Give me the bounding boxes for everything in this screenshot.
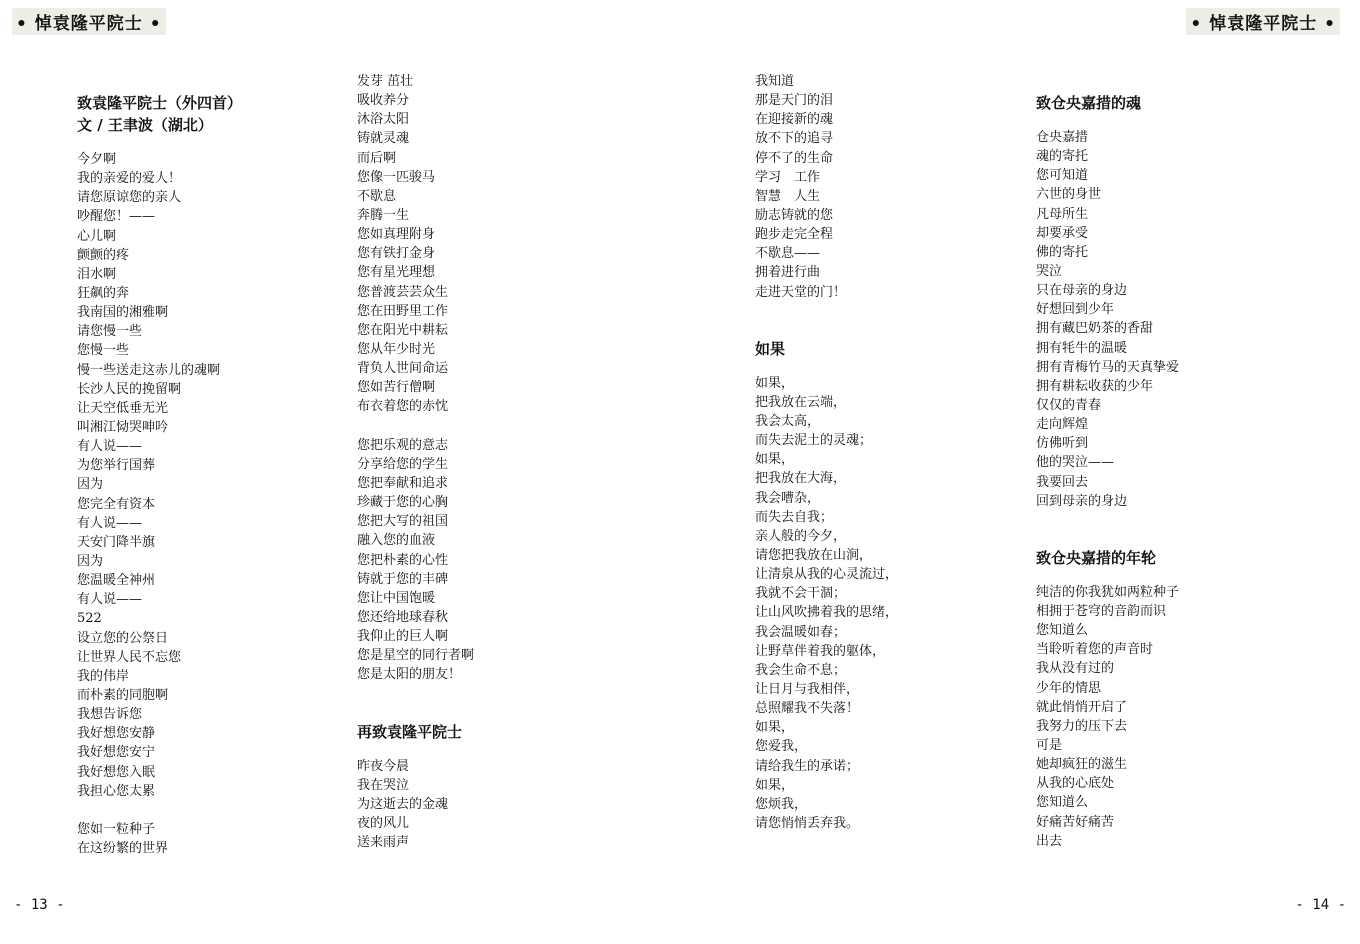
poem-title: 致袁隆平院士（外四首） — [77, 94, 243, 112]
poem-line: 我会生命不息； — [755, 662, 847, 678]
poem-line: 却要承受 — [1036, 225, 1089, 241]
stanza — [77, 820, 242, 858]
poem-line: 您爱我， — [755, 739, 808, 755]
poem-line: 您可知道 — [1036, 168, 1089, 184]
poem-line: 放不下的追寻 — [755, 131, 834, 147]
poem-line: 走进天堂的门！ — [755, 284, 847, 300]
poem-line: 慢一些送走这赤儿的魂啊 — [77, 362, 221, 378]
poem-line: 叫湘江恸哭呻吟 — [77, 419, 169, 435]
column-2 — [357, 72, 474, 852]
stanza — [77, 150, 242, 801]
poem-line: 您像一匹骏马 — [357, 169, 436, 185]
poem-line: 停不了的生命 — [755, 150, 834, 166]
poem-line: 让日月与我相伴， — [755, 681, 860, 697]
stanza — [1036, 128, 1179, 511]
poem-line: 不歇息 — [357, 188, 397, 204]
poem-line: 佛的寄托 — [1036, 244, 1089, 260]
poem-line: 您是太阳的朋友！ — [357, 667, 462, 683]
column-1 — [77, 92, 242, 858]
poem-line: 智慧 人生 — [755, 188, 821, 204]
poem-line: 发芽 茁壮 — [357, 74, 414, 89]
poem-line: 少年的情思 — [1036, 680, 1102, 696]
poem-line: 您完全有资本 — [77, 496, 156, 512]
poem-line: 为这逝去的金魂 — [357, 796, 449, 812]
poem-line: 您慢一些 — [77, 343, 130, 359]
poem-line: 出去 — [1036, 833, 1063, 849]
poem-line: 不歇息—— — [755, 246, 821, 262]
poem-line: 而朴素的同胞啊 — [77, 687, 169, 703]
poem-line: 好想回到少年 — [1036, 302, 1115, 318]
poem-line: 您从年少时光 — [357, 341, 436, 357]
poem-line: 拥有耕耘收获的少年 — [1036, 378, 1154, 394]
stanza — [357, 72, 474, 417]
poem-line: 您把朴素的心性 — [357, 552, 449, 568]
poem-line: 您烦我， — [755, 796, 808, 812]
poem-line: 走向辉煌 — [1036, 417, 1089, 433]
stanza — [755, 374, 898, 833]
poem-line: 吵醒您！—— — [77, 209, 156, 225]
poem-line: 我的伟岸 — [77, 668, 130, 684]
poem-line: 请您原谅您的亲人 — [77, 190, 182, 206]
poem-line: 凡母所生 — [1036, 206, 1089, 222]
poem-line: 让野草伴着我的躯体， — [755, 643, 886, 659]
poem-line: 如果， — [755, 720, 795, 736]
poem-line: 我好想您安静 — [77, 726, 156, 742]
poem-line: 而失去泥土的灵魂； — [755, 433, 873, 449]
poem-line: 您把大写的祖国 — [357, 514, 449, 530]
poem-line: 只在母亲的身边 — [1036, 283, 1128, 299]
poem-line: 铸就灵魂 — [357, 131, 410, 147]
poem-line: 在这纷繁的世界 — [77, 841, 169, 857]
poem-line: 您如真理附身 — [357, 227, 436, 243]
poem-line: 您有星光理想 — [357, 265, 436, 281]
poem-line: 回到母亲的身边 — [1036, 493, 1128, 509]
stanza — [1036, 583, 1179, 851]
poem-line: 励志铸就的您 — [755, 207, 834, 223]
poem-line: 我知道 — [755, 74, 795, 89]
poem-line: 让清泉从我的心灵流过， — [755, 567, 899, 583]
poem-line: 拥有藏巴奶茶的香甜 — [1036, 321, 1154, 337]
poem-line: 您让中国饱暖 — [357, 590, 436, 606]
poem-line: 我就不会干涸； — [755, 586, 847, 602]
poem-line: 您知道么 — [1036, 795, 1089, 811]
poem-line: 相拥于苍穹的音韵而识 — [1036, 603, 1167, 619]
poem-line: 522 — [77, 611, 102, 627]
poem-line: 哭泣 — [1036, 263, 1063, 279]
poem-line: 有人说—— — [77, 592, 143, 608]
poem-line: 总照耀我不失落！ — [755, 701, 860, 717]
poem-line: 您有铁打金身 — [357, 246, 436, 262]
poem-line: 有人说—— — [77, 515, 143, 531]
poem-title: 再致袁隆平院士 — [357, 722, 463, 741]
poem-line: 您如一粒种子 — [77, 821, 156, 837]
poem-line: 我的亲爱的爱人！ — [77, 171, 182, 187]
poem-line: 我南国的湘雅啊 — [77, 305, 169, 321]
poem-line: 好痛苦好痛苦 — [1036, 814, 1115, 830]
poem-line: 吸收养分 — [357, 93, 410, 109]
poem-line: 那是天门的泪 — [755, 93, 834, 109]
poem-line: 拥着进行曲 — [755, 265, 821, 281]
poem-line: 分享给您的学生 — [357, 456, 449, 472]
poem-line: 有人说—— — [77, 439, 143, 455]
poem-line: 就此悄悄开启了 — [1036, 699, 1128, 715]
poem-line: 让山风吹拂着我的思绪， — [755, 605, 899, 621]
stanza — [357, 436, 474, 685]
poem-title: 致仓央嘉措的魂 — [1036, 94, 1142, 112]
poem-line: 他的哭泣—— — [1036, 455, 1115, 471]
poem-line: 设立您的公祭日 — [77, 630, 169, 646]
poem-title: 致仓央嘉措的年轮 — [1036, 548, 1157, 567]
poem-line: 而失去自我； — [755, 509, 834, 525]
poem-line: 亲人般的今夕， — [755, 528, 847, 544]
poem-line: 拥有青梅竹马的天真挚爱 — [1036, 359, 1180, 375]
poem-line: 而后啊 — [357, 150, 397, 166]
page-number-right: - 14 - — [1295, 897, 1346, 913]
poem-line: 当聆听着您的声音时 — [1036, 642, 1154, 658]
poem-line: 夜的风儿 — [357, 815, 410, 831]
poem-line: 可是 — [1036, 737, 1063, 753]
poem-line: 仿佛听到 — [1036, 436, 1089, 452]
poem-line: 跑步走完全程 — [755, 227, 834, 243]
poem-line: 我从没有过的 — [1036, 661, 1115, 677]
poem-line: 我担心您太累 — [77, 783, 156, 799]
poem-line: 魂的寄托 — [1036, 149, 1089, 165]
running-header-right: • 悼袁隆平院士 • — [1186, 8, 1340, 35]
page-number-left: - 13 - — [14, 897, 65, 913]
poem-line: 六世的身世 — [1036, 187, 1102, 203]
poem-line: 因为 — [77, 553, 104, 569]
poem-line: 布衣着您的赤忱 — [357, 399, 449, 415]
poem-line: 您把乐观的意志 — [357, 437, 449, 453]
poem-line: 颤颤的疼 — [77, 247, 130, 263]
poem-line: 您还给地球春秋 — [357, 609, 449, 625]
poem-line: 我想告诉您 — [77, 707, 143, 723]
poem-line: 长沙人民的挽留啊 — [77, 381, 182, 397]
poem-line: 您把奉献和追求 — [357, 475, 449, 491]
column-4 — [1036, 92, 1179, 851]
column-3 — [755, 72, 898, 833]
poem-line: 您如苦行僧啊 — [357, 380, 436, 396]
stanza — [755, 72, 898, 302]
poem-line: 因为 — [77, 477, 104, 493]
poem-line: 您知道么 — [1036, 623, 1089, 639]
poem-line: 我仰止的巨人啊 — [357, 629, 449, 645]
poem-line: 我好想您入眠 — [77, 764, 156, 780]
poem-line: 我会嘈杂， — [755, 490, 821, 506]
poem-line: 纯洁的你我犹如两粒种子 — [1036, 584, 1180, 600]
poem-line: 她却疯狂的滋生 — [1036, 757, 1128, 773]
poem-line: 奔腾一生 — [357, 207, 410, 223]
poem-line: 您在阳光中耕耘 — [357, 322, 449, 338]
poem-line: 学习 工作 — [755, 169, 821, 185]
poem-line: 请您把我放在山涧， — [755, 547, 873, 563]
poem-line: 让天空低垂无光 — [77, 400, 169, 416]
running-header-left: • 悼袁隆平院士 • — [12, 8, 166, 35]
poem-line: 我会太高， — [755, 413, 821, 429]
poem-line: 把我放在大海， — [755, 471, 847, 487]
stanza — [357, 757, 474, 853]
poem-line: 泪水啊 — [77, 266, 117, 282]
poem-line: 您温暖全神州 — [77, 573, 156, 589]
poem-line: 把我放在云端， — [755, 394, 847, 410]
poem-line: 狂飙的奔 — [77, 285, 130, 301]
poem-line: 我会温暖如春； — [755, 624, 847, 640]
poem-line: 融入您的血液 — [357, 533, 436, 549]
poem-line: 昨夜今晨 — [357, 758, 410, 774]
poem-line: 请您慢一些 — [77, 324, 143, 340]
poem-author: 文 / 王聿波（湖北） — [77, 116, 213, 134]
poem-line: 您普渡芸芸众生 — [357, 284, 449, 300]
poem-line: 请您悄悄丢弃我。 — [755, 815, 860, 831]
poem-line: 今夕啊 — [77, 152, 117, 167]
poem-line: 我在哭泣 — [357, 777, 410, 793]
poem-line: 我要回去 — [1036, 474, 1089, 490]
poem-line: 您是星空的同行者啊 — [357, 648, 475, 664]
poem-line: 让世界人民不忘您 — [77, 649, 182, 665]
poem-line: 送来雨声 — [357, 835, 410, 851]
poem-line: 沐浴太阳 — [357, 112, 410, 128]
poem-line: 铸就于您的丰碑 — [357, 571, 449, 587]
poem-title: 如果 — [755, 339, 786, 358]
poem-line: 天安门降半旗 — [77, 534, 156, 550]
poem-line: 为您举行国葬 — [77, 458, 156, 474]
poem-line: 仓央嘉措 — [1036, 130, 1089, 145]
poem-line: 在迎接新的魂 — [755, 112, 834, 128]
poem-line: 珍藏于您的心胸 — [357, 495, 449, 511]
poem-line: 我努力的压下去 — [1036, 718, 1128, 734]
poem-line: 如果， — [755, 375, 795, 391]
poem-line: 背负人世间命运 — [357, 361, 449, 377]
poem-line: 请给我生的承诺； — [755, 758, 860, 774]
poem-line: 如果， — [755, 777, 795, 793]
poem-line: 从我的心底处 — [1036, 776, 1115, 792]
poem-line: 如果， — [755, 452, 795, 468]
poem-line: 拥有牦牛的温暖 — [1036, 340, 1128, 356]
poem-line: 您在田野里工作 — [357, 303, 449, 319]
poem-line: 我好想您安宁 — [77, 745, 156, 761]
poem-line: 仅仅的青春 — [1036, 397, 1102, 413]
poem-line: 心儿啊 — [77, 228, 117, 244]
